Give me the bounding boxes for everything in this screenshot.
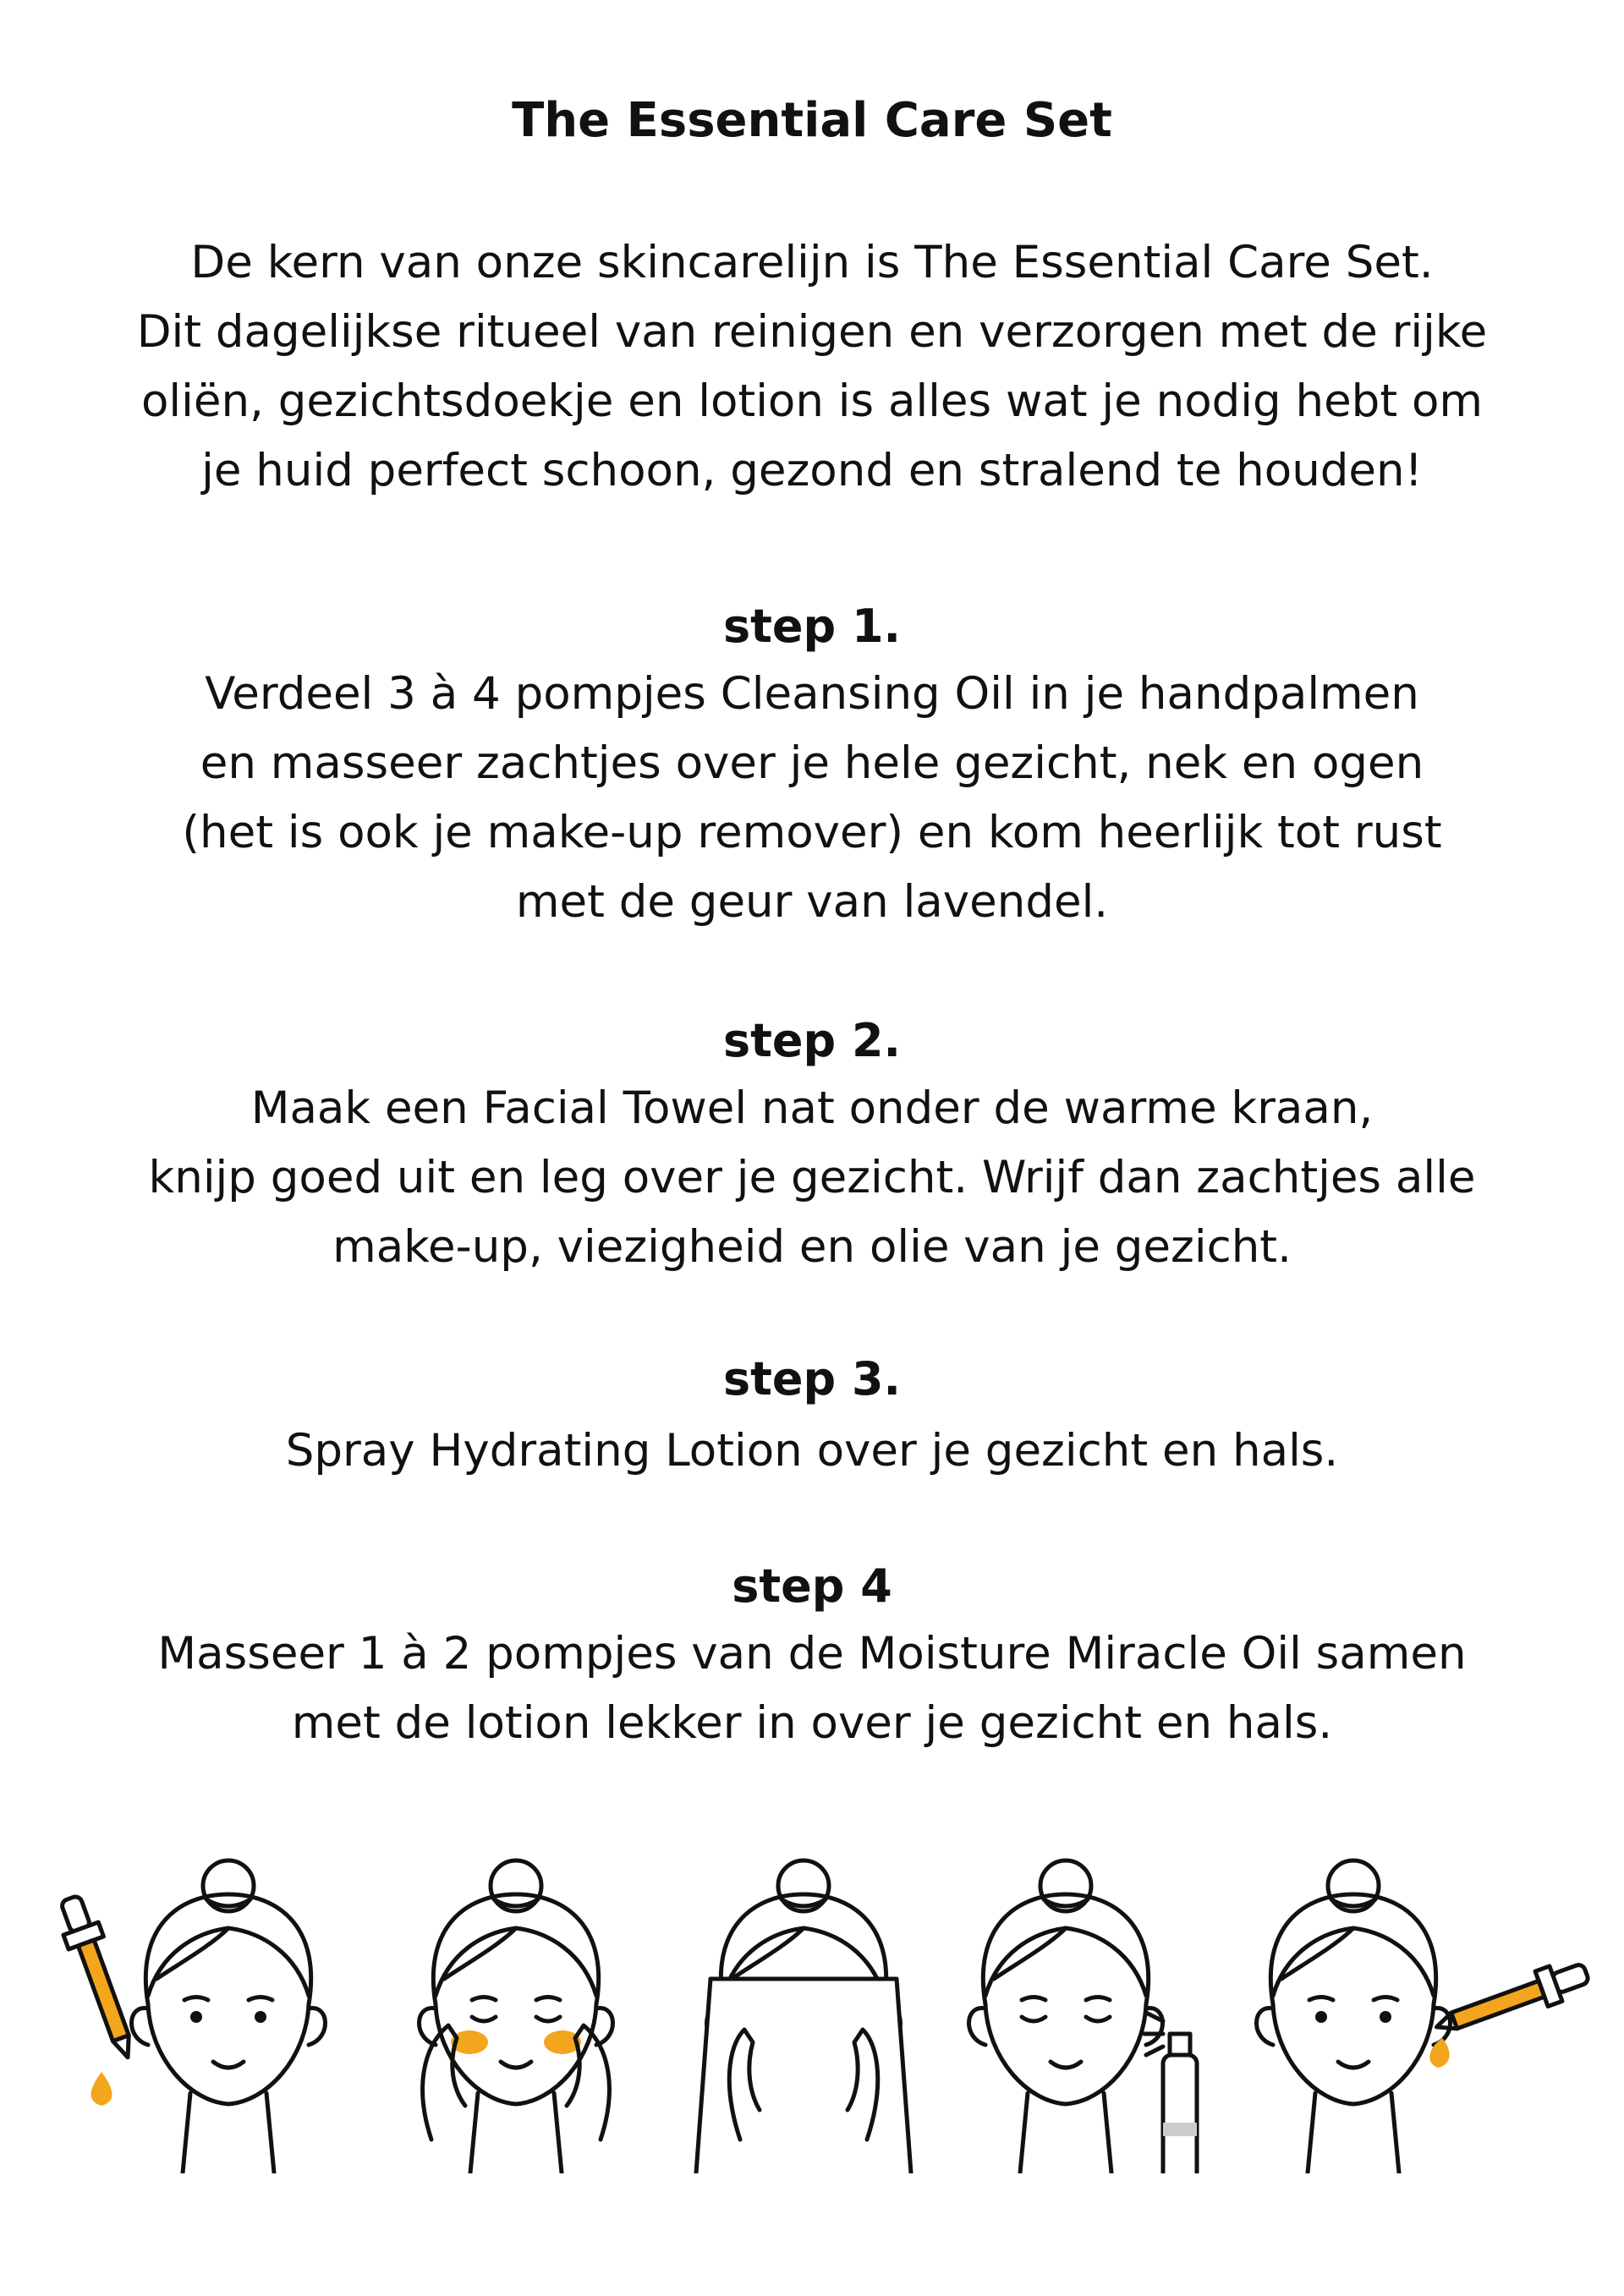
step-3-line: Spray Hydrating Lotion over je gezicht en hals. <box>285 1425 1339 1477</box>
page-title: The Essential Care Set <box>512 93 1112 148</box>
intro-line: je huid perfect schoon, gezond en stralend te houden! <box>201 445 1423 496</box>
intro-paragraph <box>0 228 1624 506</box>
step-1-line: (het is ook je make-up remover) en kom heerlijk tot rust <box>182 807 1442 858</box>
face-with-dropper-icon <box>52 1860 326 2173</box>
step-3-heading: step 3. <box>722 1352 902 1406</box>
step-4-line: met de lotion lekker in over je gezicht en hals. <box>291 1697 1333 1749</box>
face-with-hands-icon <box>419 1860 612 2173</box>
step-1-line: met de geur van lavendel. <box>515 876 1109 928</box>
step-4-text <box>0 1619 1624 1758</box>
step-4-heading: step 4 <box>732 1559 892 1613</box>
face-with-towel-icon <box>694 1860 914 2173</box>
step-1-heading: step 1. <box>722 600 902 653</box>
step-2-line: Maak een Facial Towel nat onder de warme kraan, <box>250 1082 1374 1134</box>
step-2-line: knijp goed uit en leg over je gezicht. Wrijf dan zachtjes alle <box>148 1152 1476 1203</box>
step-2-text <box>0 1074 1624 1282</box>
face-with-side-dropper-icon <box>1256 1860 1590 2173</box>
intro-line: oliën, gezichtsdoekje en lotion is alles wat je nodig hebt om <box>140 375 1483 427</box>
step-4-line: Masseer 1 à 2 pompjes van de Moisture Miracle Oil samen <box>157 1628 1467 1680</box>
intro-line: Dit dagelijkse ritueel van reinigen en verzorgen met de rijke <box>136 306 1488 358</box>
step-1-text <box>0 660 1624 937</box>
face-with-spray-icon <box>968 1860 1197 2173</box>
step-1-line: en masseer zachtjes over je hele gezicht, nek en ogen <box>200 737 1424 789</box>
intro-line: De kern van onze skincarelijn is The Essential Care Set. <box>190 237 1434 288</box>
step-1-line: Verdeel 3 à 4 pompjes Cleansing Oil in je handpalmen <box>205 668 1419 720</box>
step-2-line: make-up, viezigheid en olie van je gezicht. <box>332 1221 1292 1273</box>
illustration-strip <box>34 1827 1590 2173</box>
step-3-text <box>0 1417 1624 1486</box>
step-2-heading: step 2. <box>722 1014 902 1067</box>
